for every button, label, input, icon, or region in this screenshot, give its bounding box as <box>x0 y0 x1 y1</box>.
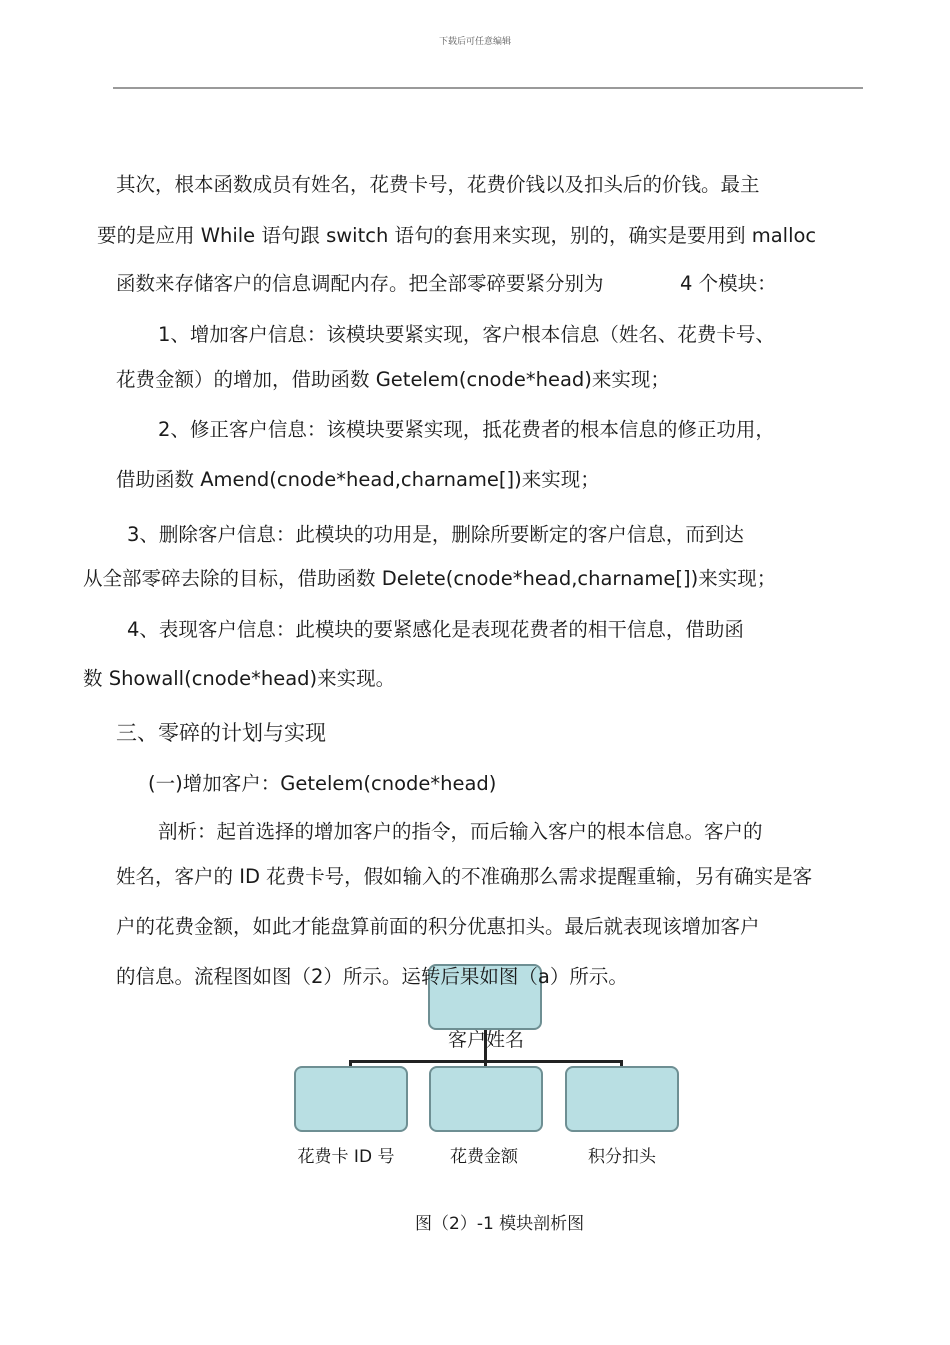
module-1-line-2: 花费金额）的增加，借助函数 Getelem(cnode*head)来实现； <box>116 368 670 391</box>
analysis-line: 的信息。流程图如图（2）所示。运转后果如图（a）所示。 <box>116 965 628 988</box>
header-divider <box>113 87 863 89</box>
diagram-child-label: 花费卡 ID 号 <box>297 1147 395 1167</box>
paragraph-line: 4 个模块： <box>680 272 777 295</box>
diagram-root-label: 客户姓名 <box>447 1029 524 1051</box>
analysis-line: 户的花费金额，如此才能盘算前面的积分优惠扣头。最后就表现该增加客户 <box>116 915 760 938</box>
module-2-line-2: 借助函数 Amend(cnode*head,charname[])来实现； <box>116 468 600 491</box>
figure-caption: 图（2）-1 模块剖析图 <box>415 1214 585 1234</box>
paragraph-line: 函数来存储客户的信息调配内存。把全部零碎要紧分别为 <box>116 272 604 295</box>
paragraph-line: 其次，根本函数成员有姓名，花费卡号，花费价钱以及扣头后的价钱。最主 <box>116 173 760 196</box>
paragraph-line: 要的是应用 While 语句跟 switch 语句的套用来实现，别的，确实是要用到 malloc <box>97 224 817 247</box>
diagram-child-box <box>429 1066 543 1132</box>
analysis-line: 剖析：起首选择的增加客户的指令，而后输入客户的根本信息。客户的 <box>158 820 763 843</box>
section-heading: 三、零碎的计划与实现 <box>116 721 326 745</box>
module-1-line-1: 1、增加客户信息：该模块要紧实现，客户根本信息（姓名、花费卡号、 <box>158 323 775 346</box>
module-3-line-2: 从全部零碎去除的目标，借助函数 Delete(cnode*head,charname[])来实现； <box>83 567 777 590</box>
diagram-child-box <box>294 1066 408 1132</box>
subsection-heading: (一)增加客户：Getelem(cnode*head) <box>148 772 497 795</box>
module-2-line-1: 2、修正客户信息：该模块要紧实现，抵花费者的根本信息的修正功用， <box>158 418 775 441</box>
diagram-child-box <box>565 1066 679 1132</box>
header-note: 下载后可任意编辑 <box>438 37 511 47</box>
diagram-child-label: 花费金额 <box>450 1147 518 1167</box>
analysis-line: 姓名，客户的 ID 花费卡号，假如输入的不准确那么需求提醒重输，另有确实是客 <box>116 865 813 888</box>
module-4-line-2: 数 Showall(cnode*head)来实现。 <box>83 667 396 690</box>
diagram-child-label: 积分扣头 <box>588 1147 656 1167</box>
module-3-line-1: 3、删除客户信息：此模块的功用是，删除所要断定的客户信息，而到达 <box>127 523 744 546</box>
module-4-line-1: 4、表现客户信息：此模块的要紧感化是表现花费者的相干信息，借助函 <box>127 618 744 641</box>
